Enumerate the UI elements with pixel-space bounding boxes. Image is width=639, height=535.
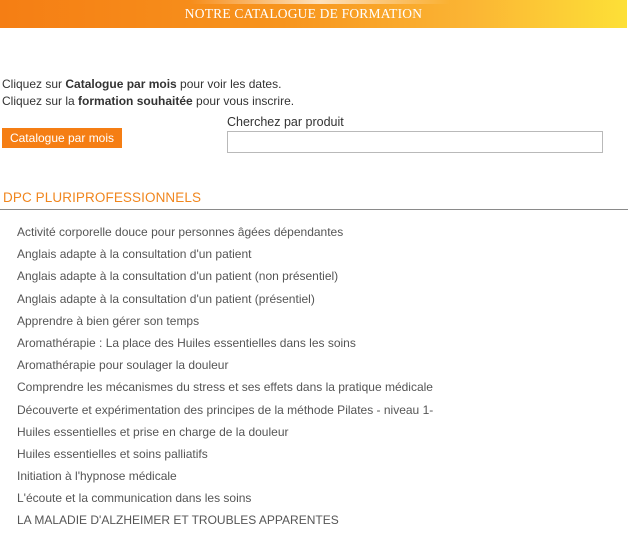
course-link[interactable]: LA MALADIE D'ALZHEIMER ET TROUBLES APPARENTES — [17, 513, 339, 528]
course-link[interactable]: Comprendre les mécanismes du stress et ses effets dans la pratique médicale — [17, 380, 433, 395]
course-link[interactable]: Huiles essentielles et soins palliatifs — [17, 446, 208, 461]
catalogue-par-mois-button[interactable]: Catalogue par mois — [2, 128, 122, 148]
instruction-text: Cliquez sur la — [2, 94, 79, 108]
course-link[interactable]: L'écoute et la communication dans les soins — [17, 491, 252, 506]
course-link[interactable]: Initiation à l'hypnose médicale — [17, 469, 177, 484]
course-link[interactable]: Apprendre à bien gérer son temps — [17, 313, 200, 328]
instruction-line-1 — [2, 76, 294, 93]
instruction-text: pour voir les dates. — [176, 77, 282, 91]
course-link[interactable]: Découverte et expérimentation des principes de la méthode Pilates - niveau 1- — [17, 402, 434, 417]
instruction-emphasis: Catalogue par mois — [65, 77, 177, 91]
page-title: NOTRE CATALOGUE DE FORMATION — [184, 6, 423, 21]
search-input[interactable] — [227, 131, 603, 153]
course-list — [17, 224, 433, 535]
section-title: DPC PLURIPROFESSIONNELS — [3, 190, 202, 205]
instructions — [2, 76, 294, 110]
instruction-text: Cliquez sur — [2, 77, 66, 91]
section-divider — [0, 209, 628, 210]
instruction-emphasis: formation souhaitée — [78, 94, 193, 108]
course-link[interactable]: Huiles essentielles et prise en charge de la douleur — [17, 424, 289, 439]
course-link[interactable]: Anglais adapte à la consultation d'un patient (présentiel) — [17, 291, 315, 306]
course-link[interactable]: Aromathérapie pour soulager la douleur — [17, 358, 229, 373]
course-link[interactable]: Aromathérapie : La place des Huiles essentielles dans les soins — [17, 335, 356, 350]
course-link[interactable]: Anglais adapte à la consultation d'un patient — [17, 247, 252, 262]
course-link[interactable]: Activité corporelle douce pour personnes âgées dépendantes — [17, 225, 344, 239]
course-link[interactable]: Anglais adapte à la consultation d'un patient (non présentiel) — [17, 269, 339, 284]
instruction-text: pour vous inscrire. — [192, 94, 295, 108]
search-label: Cherchez par produit — [227, 115, 344, 129]
instruction-line-2 — [2, 93, 294, 110]
catalog-header-bar — [0, 0, 627, 28]
